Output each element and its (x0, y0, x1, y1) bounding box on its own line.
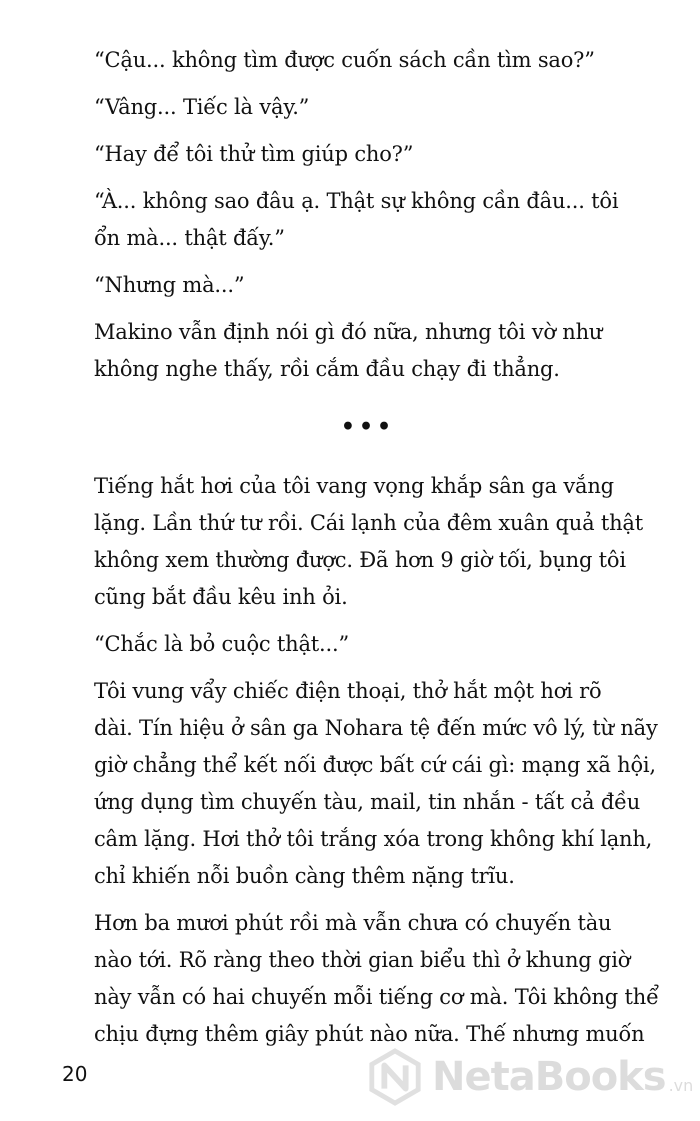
text-line: “Cậu... không tìm được cuốn sách cần tìm sao?” (94, 48, 595, 72)
text-line: chịu đựng thêm giây phút nào nữa. Thế nhưng muốn (94, 1022, 645, 1046)
text-line: “Hay để tôi thử tìm giúp cho?” (94, 142, 414, 166)
paragraph (94, 136, 642, 173)
paragraph (94, 626, 642, 663)
text-line: lặng. Lần thứ tư rồi. Cái lạnh của đêm xuân quả thật (94, 511, 643, 535)
paragraph (94, 314, 642, 388)
text-line: Hơn ba mươi phút rồi mà vẫn chưa có chuyến tàu (94, 911, 612, 935)
paragraph (94, 673, 658, 895)
text-line: nào tới. Rõ ràng theo thời gian biểu thì ở khung giờ (94, 948, 631, 972)
watermark-suffix: .vn (668, 1075, 694, 1095)
section-bottom (94, 468, 659, 1053)
text-line: cũng bắt đầu kêu inh ỏi. (94, 585, 348, 609)
text-line: “Nhưng mà...” (94, 273, 245, 297)
paragraph (94, 905, 659, 1053)
paragraph (94, 89, 642, 126)
text-line: không nghe thấy, rồi cắm đầu chạy đi thẳng. (94, 357, 560, 381)
watermark (366, 1046, 696, 1108)
text-line: Tiếng hắt hơi của tôi vang vọng khắp sân ga vắng (94, 474, 614, 498)
text-line: ứng dụng tìm chuyến tàu, mail, tin nhắn - tất cả đều (94, 790, 641, 814)
watermark-text: NetaBooks (432, 1054, 666, 1100)
text-line: “À... không sao đâu ạ. Thật sự không cần đâu... tôi (94, 189, 619, 213)
paragraph (94, 267, 642, 304)
text-line: câm lặng. Hơi thở tôi trắng xóa trong không khí lạnh, (94, 827, 653, 851)
text-line: giờ chẳng thể kết nối được bất cứ cái gì: mạng xã hội, (94, 753, 656, 777)
page-number: 20 (62, 1062, 88, 1086)
text-line: này vẫn có hai chuyến mỗi tiếng cơ mà. Tôi không thể (94, 985, 659, 1009)
paragraph (94, 183, 642, 257)
paragraph (94, 42, 642, 79)
text-line: “Vâng... Tiếc là vậy.” (94, 95, 310, 119)
text-line: dài. Tín hiệu ở sân ga Nohara tệ đến mức vô lý, từ nãy (94, 716, 658, 740)
text-line: Tôi vung vẩy chiếc điện thoại, thở hắt một hơi rõ (94, 679, 602, 703)
section-top (94, 42, 642, 388)
text-line: chỉ khiến nỗi buồn càng thêm nặng trĩu. (94, 864, 515, 888)
text-line: Makino vẫn định nói gì đó nữa, nhưng tôi vờ như (94, 320, 603, 344)
section-separator: ••• (340, 414, 396, 440)
paragraph (94, 468, 642, 616)
n-logo-icon (366, 1048, 424, 1106)
text-line: “Chắc là bỏ cuộc thật...” (94, 632, 350, 656)
text-line: ổn mà... thật đấy.” (94, 226, 285, 250)
page-text (94, 42, 659, 1063)
text-line: không xem thường được. Đã hơn 9 giờ tối, bụng tôi (94, 548, 626, 572)
